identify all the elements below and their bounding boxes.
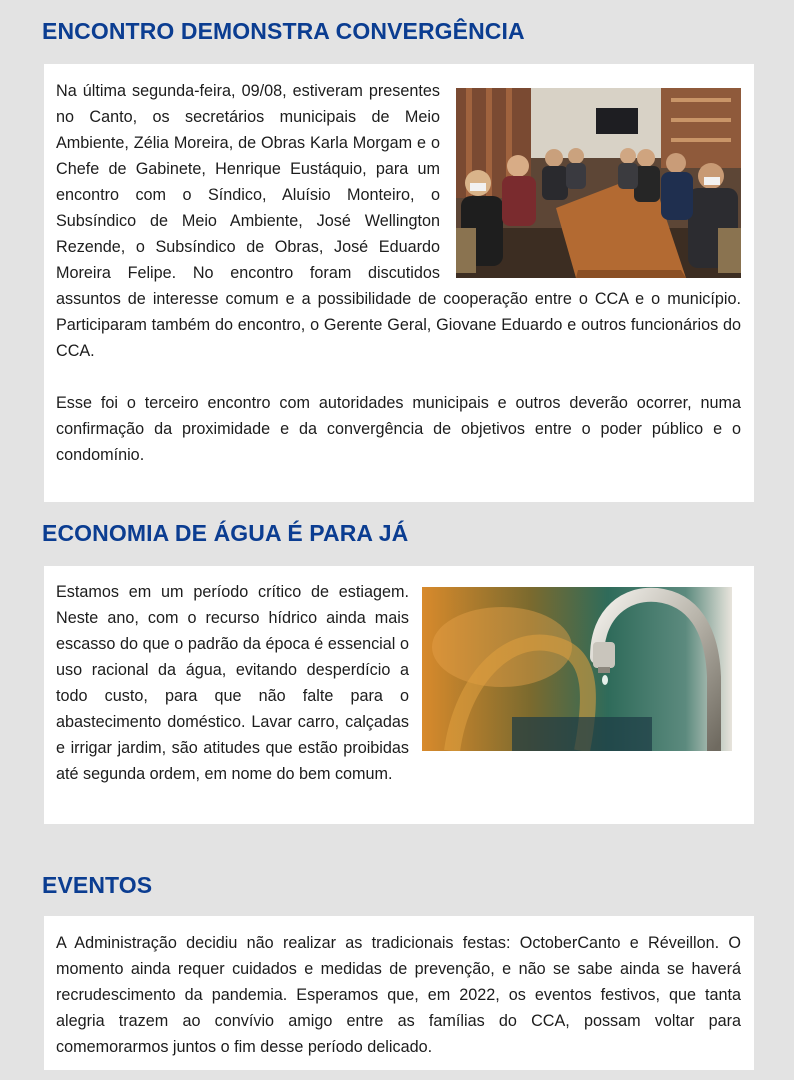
section-title-economia: ECONOMIA DE ÁGUA É PARA JÁ xyxy=(42,520,409,546)
section-title-encontro: ENCONTRO DEMONSTRA CONVERGÊNCIA xyxy=(42,18,525,44)
meeting-photo-illustration xyxy=(456,88,741,278)
meeting-photo xyxy=(456,88,741,278)
article-card-eventos xyxy=(44,916,754,1070)
article-paragraph: Estamos em um período crítico de estiagem. Neste ano, com o recurso hídrico ainda mais escasso do que o padrão da época é essencial o uso racional da água, evitando desperdício a todo custo, para que não falte para o abastecimento doméstico. Lavar carro, calçadas e irrigar jardim, são atitudes que estão proibidas até segunda ordem, em nome do bem comum. xyxy=(56,583,409,783)
article-card-encontro xyxy=(44,64,754,502)
article-paragraph: Na última segunda-feira, 09/08, estiveram presentes no Canto, os secretários municipais de Meio Ambiente, Zélia Moreira, de Obras Karla Morgam e o Chefe de Gabinete, Henrique Eustáquio, para um encontro com o Síndico, Aluísio Monteiro, o Subsíndico de Meio Ambiente, José Wellington Rezende, o Subsíndico de Obras, José Eduardo Moreira Felipe. No encontro foram discutidos assuntos de interesse comum e a possibilidade de cooperação entre o CCA e o município. Participaram também do encontro, o Gerente Geral, Giovane Eduardo e outros funcionários do CCA. xyxy=(56,82,741,360)
faucet-photo xyxy=(422,587,732,751)
faucet-photo-illustration xyxy=(422,587,732,751)
section-title-eventos: EVENTOS xyxy=(42,872,153,898)
article-card-economia xyxy=(44,566,754,824)
article-paragraph: Esse foi o terceiro encontro com autoridades municipais e outros deverão ocorrer, numa confirmação da proximidade e da convergência de objetivos entre o poder público e o condomínio. xyxy=(56,394,741,464)
article-paragraph: A Administração decidiu não realizar as tradicionais festas: OctoberCanto e Réveillon. O momento ainda requer cuidados e medidas de prevenção, e não se sabe ainda se haverá recrudescimento da pandemia. Esperamos que, em 2022, os eventos festivos, que tanta alegria trazem ao convívio amigo entre as famílias do CCA, possam voltar para comemorarmos juntos o fim desse período delicado. xyxy=(56,934,741,1056)
